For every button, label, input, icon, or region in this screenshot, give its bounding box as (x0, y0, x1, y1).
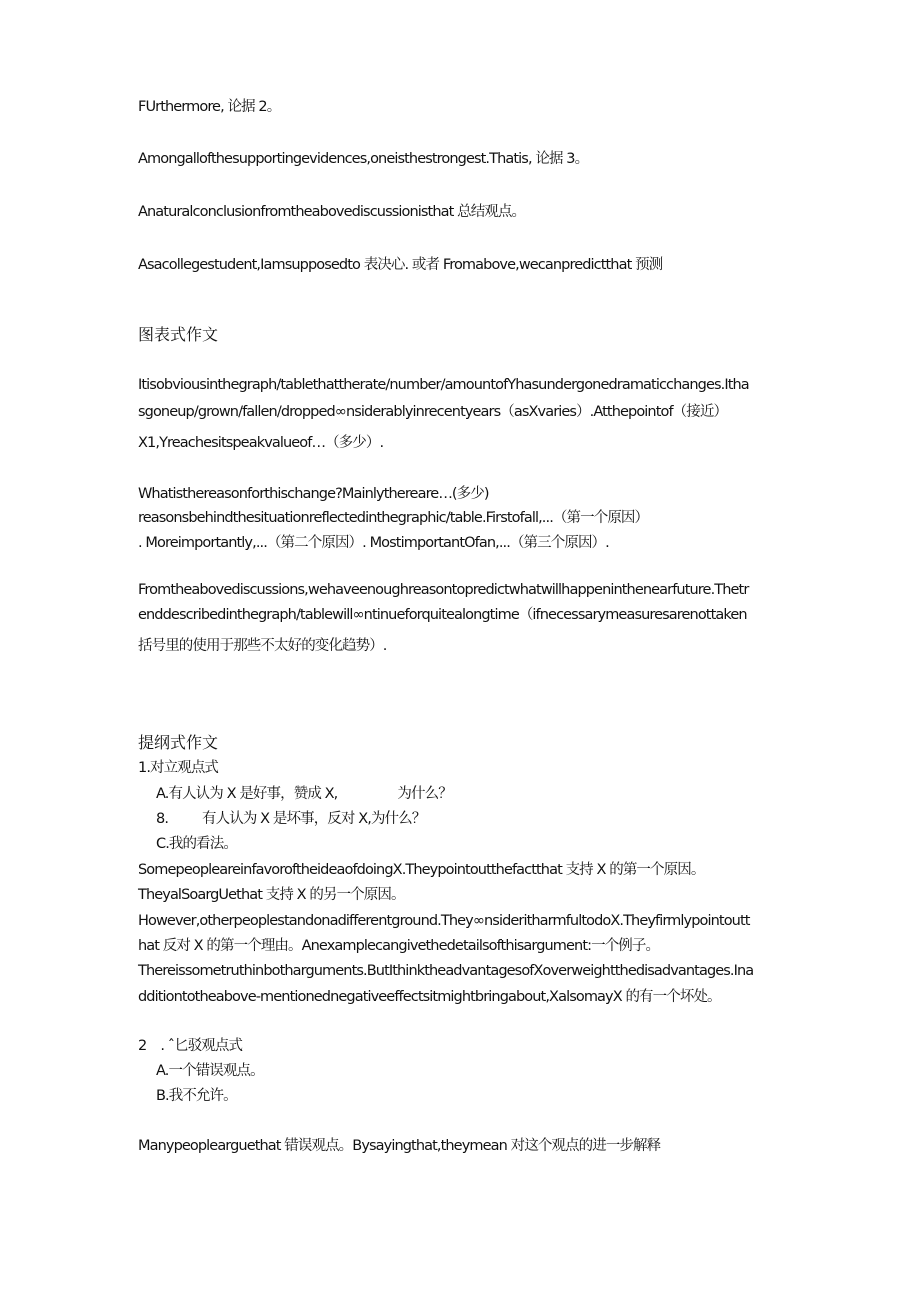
outline-body-line2: TheyalSoargUethat 支持 X 的另一个原因。 (138, 887, 405, 903)
chart-para3-line1: Fromtheabovediscussions,wehaveenoughreasontopredictwhatwillhappeninthenearfuture.Thetr (138, 582, 749, 598)
outline-body-line4: hat 反对 X 的第一个理由。Anexamplecangivethedetailsofthisargument:一个例子。 (138, 938, 660, 954)
outline-section-heading: 提纲式作文 (138, 733, 219, 752)
outline-item-a-left: A.有人认为 X 是好事，赞成 X, (156, 786, 338, 802)
outline-sub1-title: 1.对立观点式 (138, 760, 219, 776)
chart-para3-line2: enddescribedinthegraph/tablewill∞ntinueforquitealongtime（ifnecessarymeasuresarenottaken (138, 607, 747, 623)
chart-para1-line2: sgoneup/grown/fallen/dropped∞nsiderablyinrecentyears（asXvaries）.Atthepointof（接近） (138, 404, 728, 420)
chart-para1-line3: X1,Yreachesitspeakvalueof…（多少）. (138, 435, 384, 451)
chart-para3-line3: 括号里的使用于那些不太好的变化趋势）. (138, 638, 387, 654)
outline-item-b-text: 有人认为 X 是坏事，反对 X,为什么？ (202, 811, 426, 827)
outline-sub2-text: . ˆ匕驳观点式 (160, 1038, 243, 1054)
outline-sub2-item-a: A.一个错误观点。 (156, 1063, 264, 1079)
template-line-furthermore: FUrthermore, 论据 2。 (138, 99, 281, 115)
outline-item-b (156, 809, 425, 829)
outline-item-b-num: 8. (156, 811, 169, 827)
outline-body-line3: However,otherpeoplestandonadifferentground.They∞nsideritharmfultodoX.Theyfirmlypointoutt (138, 913, 750, 929)
chart-para2-line2: reasonsbehindthesituationreflectedinthegraphic/table.Firstofall,...（第一个原因） (138, 510, 649, 526)
outline-sub2-item-b: B.我不允许。 (156, 1088, 237, 1104)
outline-item-a-right: 为什么？ (397, 786, 452, 802)
outline-item-a (156, 784, 452, 804)
chart-para2-line3: . Moreimportantly,...（第二个原因）. MostimportantOfan,...（第三个原因）. (138, 535, 609, 551)
outline-final-line: Manypeoplearguethat 错误观点。Bysayingthat,theymean 对这个观点的进一步解释 (138, 1138, 661, 1154)
outline-body-line1: SomepeopleareinfavoroftheideaofdoingX.Theypointoutthefactthat 支持 X 的第一个原因。 (138, 862, 705, 878)
template-line-conclusion: Anaturalconclusionfromtheabovediscussionisthat 总结观点。 (138, 204, 526, 220)
template-line-student: Asacollegestudent,Iamsupposedto 表决心. 或者 Fromabove,wecanpredictthat 预测 (138, 257, 663, 273)
outline-item-c: C.我的看法。 (156, 836, 237, 852)
outline-sub2-num: 2 (138, 1038, 147, 1054)
chart-section-heading: 图表式作文 (138, 325, 219, 344)
chart-para1-line1: Itisobviousinthegraph/tablethattherate/number/amountofYhasundergonedramaticchanges.Itha (138, 377, 749, 393)
chart-para2-line1: Whatisthereasonforthischange?Mainlythereare…(多少) (138, 486, 489, 502)
outline-sub2-title (138, 1036, 242, 1056)
template-line-strongest: Amongallofthesupportingevidences,oneisthestrongest.Thatis, 论据 3。 (138, 151, 589, 167)
outline-body-line5: Thereissometruthinbotharguments.ButIthinktheadvantagesofXoverweightthedisadvantages.Ina (138, 963, 754, 979)
outline-body-line6: dditiontotheabove-mentionednegativeeffectsitmightbringabout,XalsomayX 的有一个坏处。 (138, 989, 721, 1005)
